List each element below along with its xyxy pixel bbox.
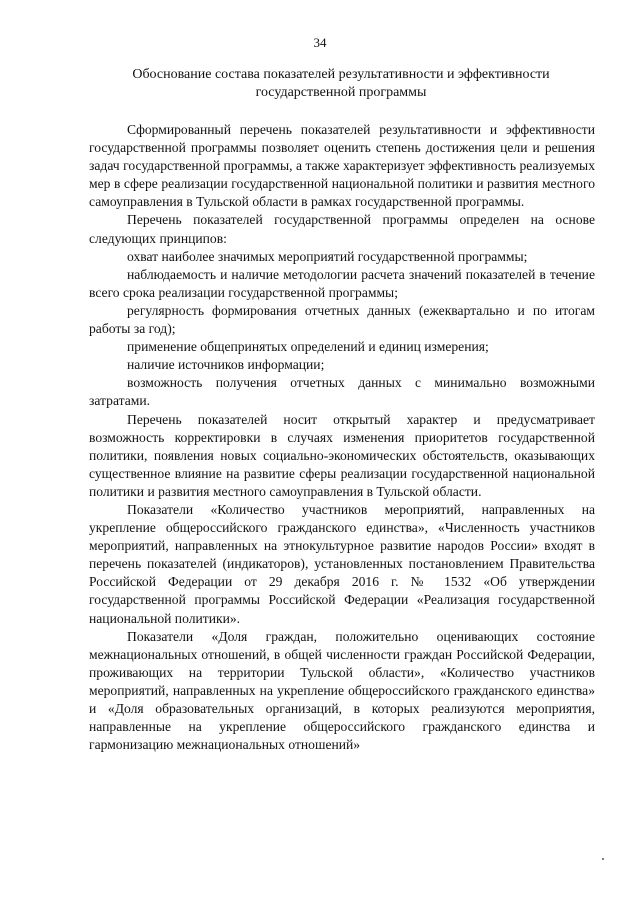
paragraph: Показатели «Количество участников мероприятий, направленных на укрепление общероссийского гражданского единства», «Численность участников мероприятий, направленных на этнокультурное развитие народов России» входят в перечень показателей (индикаторов), установленных постановлением Правительства Российской Федерации от 29 декабря 2016 г. № 1532 «Об утверждении государственной программы Российской Федерации «Реализация государственной национальной политики». — [89, 501, 595, 626]
scan-speck — [602, 858, 604, 860]
page-number: 34 — [313, 35, 327, 50]
list-item: возможность получения отчетных данных с минимально возможными затратами. — [89, 375, 595, 409]
paragraph: Перечень показателей носит открытый характер и предусматривает возможность корректировки в случаях изменения приоритетов государственной политики, появления новых социально-экономических обстоятельств, оказывающих существенное влияние на развитие сферы реализации государственной национальной политики и развития местного самоуправления в Тульской области. — [89, 411, 595, 499]
paragraph: Перечень показателей государственной программы определен на основе следующих принципов: — [89, 212, 595, 246]
paragraph: Сформированный перечень показателей результативности и эффективности государственной программы позволяет оценить степень достижения цели и решения задач государственной программы, а также характеризует эффективность реализуемых мер в сфере реализации государственной национальной политики и развития местного самоуправления в Тульской области в рамках государственной программы. — [89, 122, 595, 210]
list-item: наблюдаемость и наличие методологии расчета значений показателей в течение всего срока реализации государственной программы; — [89, 266, 595, 300]
list-item: регулярность формирования отчетных данных (ежеквартально и по итогам работы за год); — [89, 302, 595, 337]
paragraph: Показатели «Доля граждан, положительно оценивающих состояние межнациональных отношений, в общей численности граждан Российской Федерации, проживающих на территории Тульской области», «Количество участников мероприятий, направленных на укрепление общероссийского гражданского единства» и «Доля образовательных организаций, в которых реализуются мероприятия, направленные на укрепление общероссийского гражданского единства и гармонизацию межнациональных отношений» — [89, 628, 595, 753]
section-title: Обоснование состава показателей результативности и эффективности государственной программы — [132, 67, 550, 100]
list-item: применение общепринятых определений и единиц измерения; — [127, 339, 489, 355]
list-item: наличие источников информации; — [127, 357, 325, 373]
list-item: охват наиболее значимых мероприятий государственной программы; — [127, 248, 528, 264]
body-text — [89, 121, 595, 754]
